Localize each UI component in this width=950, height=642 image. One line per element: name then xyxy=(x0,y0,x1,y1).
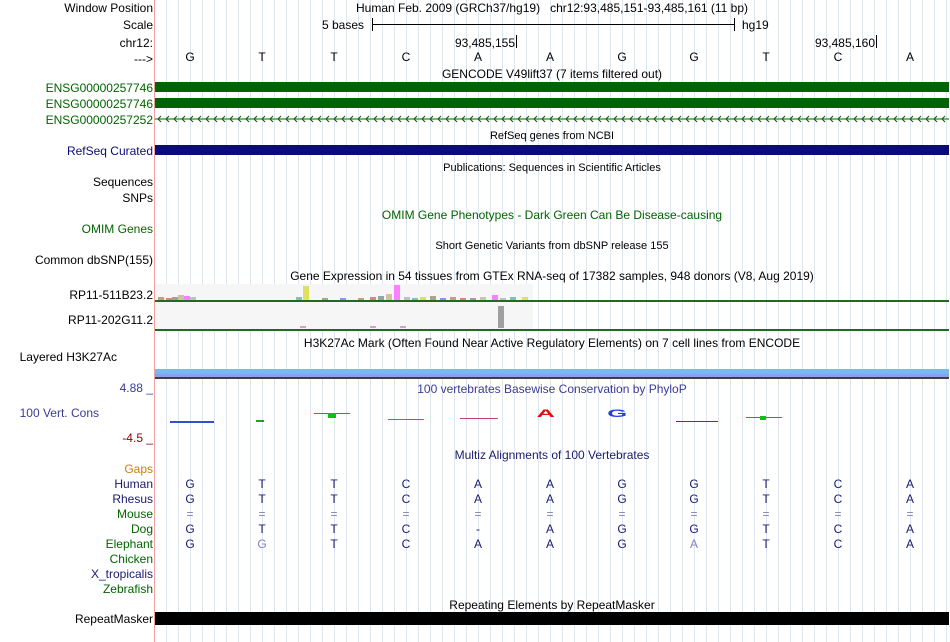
grid-line xyxy=(922,0,923,642)
multiz-base: - xyxy=(476,522,480,536)
omim-label[interactable]: OMIM Genes xyxy=(81,222,153,236)
publications-snps-label[interactable]: SNPs xyxy=(122,191,153,205)
grid-line xyxy=(898,0,899,642)
multiz-base: C xyxy=(401,537,411,551)
gencode-intron-line[interactable] xyxy=(155,113,949,125)
sequence-base: G xyxy=(689,50,699,64)
multiz-base: T xyxy=(762,477,770,491)
multiz-base: A xyxy=(545,492,555,506)
multiz-base: G xyxy=(617,537,627,551)
gtex-tissue-bar[interactable] xyxy=(498,306,504,328)
sequence-base: A xyxy=(473,50,483,64)
conservation-bar xyxy=(676,421,718,422)
sequence-base: G xyxy=(617,50,627,64)
refseq-label[interactable]: RefSeq Curated xyxy=(66,144,153,158)
multiz-base: G xyxy=(617,492,627,506)
scale-bar-left-tick xyxy=(372,18,373,31)
multiz-base: A xyxy=(905,477,915,491)
dbsnp-label[interactable]: Common dbSNP(155) xyxy=(34,253,153,267)
conservation-bar xyxy=(388,419,424,420)
multiz-base: = xyxy=(762,507,770,521)
h3k27ac-signal-base[interactable] xyxy=(155,377,949,379)
conservation-label[interactable]: 100 Vert. Cons xyxy=(19,406,99,420)
multiz-base: C xyxy=(401,477,411,491)
conservation-bar xyxy=(256,420,264,422)
grid-line xyxy=(574,0,575,642)
multiz-base: G xyxy=(617,522,627,536)
multiz-species-label[interactable]: Dog xyxy=(130,522,153,536)
h3k27ac-title[interactable]: H3K27Ac Mark (Often Found Near Active Regulatory Elements) on 7 cell lines from ENCODE xyxy=(303,336,801,350)
conservation-min: -4.5 _ xyxy=(122,431,153,445)
sequence-base: T xyxy=(762,50,770,64)
sequence-base: A xyxy=(545,50,555,64)
multiz-base: C xyxy=(833,522,843,536)
gtex-gene-line-1[interactable] xyxy=(155,300,949,302)
multiz-base: T xyxy=(762,522,770,536)
multiz-base: G xyxy=(689,492,699,506)
multiz-base: T xyxy=(258,492,266,506)
multiz-base: A xyxy=(905,492,915,506)
conservation-bar xyxy=(460,418,498,419)
conservation-logo-letter: G xyxy=(607,408,628,420)
multiz-base: A xyxy=(545,537,555,551)
multiz-base: = xyxy=(690,507,698,521)
multiz-base: G xyxy=(185,492,195,506)
scale-db-text: hg19 xyxy=(742,18,769,32)
multiz-species-label[interactable]: Rhesus xyxy=(112,492,153,506)
multiz-base: T xyxy=(330,522,338,536)
grid-line xyxy=(886,0,887,642)
multiz-base: G xyxy=(185,477,195,491)
multiz-base: A xyxy=(473,537,483,551)
position-tick-1 xyxy=(516,35,517,48)
grid-line xyxy=(742,0,743,642)
multiz-base: G xyxy=(689,477,699,491)
scale-bar-right-tick xyxy=(734,18,735,31)
dbsnp-title[interactable]: Short Genetic Variants from dbSNP release 155 xyxy=(435,240,669,252)
grid-line xyxy=(946,0,947,642)
sequence-base: T xyxy=(258,50,266,64)
position-text: Human Feb. 2009 (GRCh37/hg19) chr12:93,485,151-93,485,161 (11 bp) xyxy=(355,1,749,15)
grid-line xyxy=(730,0,731,642)
refseq-gene-bar[interactable] xyxy=(155,145,949,155)
grid-line xyxy=(814,0,815,642)
gencode-item-label-2[interactable]: ENSG00000257746 xyxy=(45,97,153,111)
omim-title[interactable]: OMIM Gene Phenotypes - Dark Green Can Be Disease-causing xyxy=(381,208,723,222)
repeatmasker-bar[interactable] xyxy=(155,612,949,625)
multiz-base: A xyxy=(905,537,915,551)
multiz-base: = xyxy=(402,507,410,521)
grid-line xyxy=(790,0,791,642)
multiz-base: G xyxy=(689,522,699,536)
multiz-species-label[interactable]: Zebrafish xyxy=(102,582,153,596)
multiz-base: C xyxy=(401,492,411,506)
sequence-base: C xyxy=(401,50,411,64)
scale-bar xyxy=(372,24,734,25)
multiz-base: T xyxy=(258,477,266,491)
gtex-gene-label-2[interactable]: RP11-202G11.2 xyxy=(68,313,153,327)
multiz-base: T xyxy=(762,537,770,551)
multiz-base: T xyxy=(330,477,338,491)
grid-line xyxy=(682,0,683,642)
sequence-base: C xyxy=(833,50,843,64)
grid-line xyxy=(538,0,539,642)
multiz-base: T xyxy=(762,492,770,506)
multiz-base: = xyxy=(834,507,842,521)
repeatmasker-label[interactable]: RepeatMasker xyxy=(74,612,153,626)
multiz-base: C xyxy=(833,537,843,551)
grid-line xyxy=(934,0,935,642)
scale-bases-text: 5 bases xyxy=(322,18,365,32)
multiz-base: T xyxy=(330,492,338,506)
gtex-tissue-bar[interactable] xyxy=(300,326,306,328)
multiz-species-label[interactable]: Chicken xyxy=(109,552,153,566)
grid-line xyxy=(634,0,635,642)
conservation-logo-letter: A xyxy=(536,408,556,420)
multiz-base: G xyxy=(257,537,267,551)
grid-line xyxy=(718,0,719,642)
multiz-base: = xyxy=(474,507,482,521)
gtex-tissue-bar[interactable] xyxy=(394,285,400,300)
multiz-base: = xyxy=(906,507,914,521)
gtex-tissue-bar[interactable] xyxy=(303,286,309,300)
conservation-bar xyxy=(328,413,336,418)
multiz-gaps-label[interactable]: Gaps xyxy=(124,462,153,476)
multiz-species-label[interactable]: Mouse xyxy=(116,507,153,521)
multiz-base: A xyxy=(905,522,915,536)
grid-line xyxy=(850,0,851,642)
multiz-base: = xyxy=(546,507,554,521)
conservation-bar xyxy=(760,416,766,420)
position-mark-1: 93,485,155 xyxy=(454,36,515,50)
grid-line xyxy=(586,0,587,642)
publications-sequences-label[interactable]: Sequences xyxy=(92,175,153,189)
sequence-base: A xyxy=(905,50,915,64)
conservation-title[interactable]: 100 vertebrates Basewise Conservation by PhyloP xyxy=(417,382,687,396)
multiz-base: A xyxy=(473,492,483,506)
gencode-gene-bar-1[interactable] xyxy=(155,82,949,92)
position-tick-2 xyxy=(876,35,877,48)
multiz-base: = xyxy=(258,507,266,521)
gtex-tissue-bar[interactable] xyxy=(400,326,406,328)
grid-line xyxy=(778,0,779,642)
gtex-gene-line-2[interactable] xyxy=(155,329,949,331)
gtex-gene-label-1[interactable]: RP11-511B23.2 xyxy=(69,288,153,302)
multiz-base: = xyxy=(186,507,194,521)
gencode-item-label-1[interactable]: ENSG00000257746 xyxy=(45,81,153,95)
gencode-title[interactable]: GENCODE V49lift37 (7 items filtered out) xyxy=(441,67,663,81)
multiz-base: C xyxy=(833,477,843,491)
grid-line xyxy=(670,0,671,642)
multiz-base: C xyxy=(833,492,843,506)
position-mark-2: 93,485,160 xyxy=(814,36,875,50)
grid-line xyxy=(826,0,827,642)
conservation-max: 4.88 _ xyxy=(119,381,153,395)
multiz-base: A xyxy=(689,537,699,551)
grid-line xyxy=(802,0,803,642)
gencode-gene-bar-2[interactable] xyxy=(155,98,949,108)
repeatmasker-title[interactable]: Repeating Elements by RepeatMasker xyxy=(449,598,655,612)
multiz-species-label[interactable]: Human xyxy=(114,477,153,491)
h3k27ac-label[interactable]: Layered H3K27Ac xyxy=(19,350,117,364)
grid-line xyxy=(862,0,863,642)
gtex-tissue-bar[interactable] xyxy=(370,326,376,328)
multiz-base: C xyxy=(401,522,411,536)
multiz-base: A xyxy=(473,477,483,491)
multiz-base: T xyxy=(330,537,338,551)
strand-arrow-label: ---> xyxy=(134,52,153,66)
multiz-base: = xyxy=(618,507,626,521)
gtex-title[interactable]: Gene Expression in 54 tissues from GTEx RNA-seq of 17382 samples, 948 donors (V8, Aug 2019) xyxy=(290,269,814,283)
gtex-graph-background xyxy=(155,284,533,330)
multiz-species-label[interactable]: X_tropicalis xyxy=(90,567,153,581)
multiz-base: G xyxy=(185,537,195,551)
grid-line xyxy=(754,0,755,642)
window-position-label: Window Position xyxy=(64,1,153,15)
multiz-base: = xyxy=(330,507,338,521)
gencode-item-label-3[interactable]: ENSG00000257252 xyxy=(45,113,153,127)
grid-line xyxy=(598,0,599,642)
multiz-title[interactable]: Multiz Alignments of 100 Vertebrates xyxy=(454,448,650,462)
multiz-base: A xyxy=(545,522,555,536)
grid-line xyxy=(562,0,563,642)
multiz-base: G xyxy=(617,477,627,491)
multiz-base: A xyxy=(545,477,555,491)
grid-line xyxy=(646,0,647,642)
multiz-base: G xyxy=(185,522,195,536)
grid-line xyxy=(874,0,875,642)
grid-line xyxy=(658,0,659,642)
scale-label: Scale xyxy=(122,18,153,32)
refseq-title[interactable]: RefSeq genes from NCBI xyxy=(489,130,615,142)
chr-label: chr12: xyxy=(119,36,153,50)
sequence-base: T xyxy=(330,50,338,64)
multiz-species-label[interactable]: Elephant xyxy=(105,537,153,551)
grid-line xyxy=(610,0,611,642)
grid-line xyxy=(706,0,707,642)
publications-title[interactable]: Publications: Sequences in Scientific Articles xyxy=(443,162,661,174)
multiz-base: T xyxy=(258,522,266,536)
sequence-base: G xyxy=(185,50,195,64)
conservation-bar xyxy=(170,421,214,423)
